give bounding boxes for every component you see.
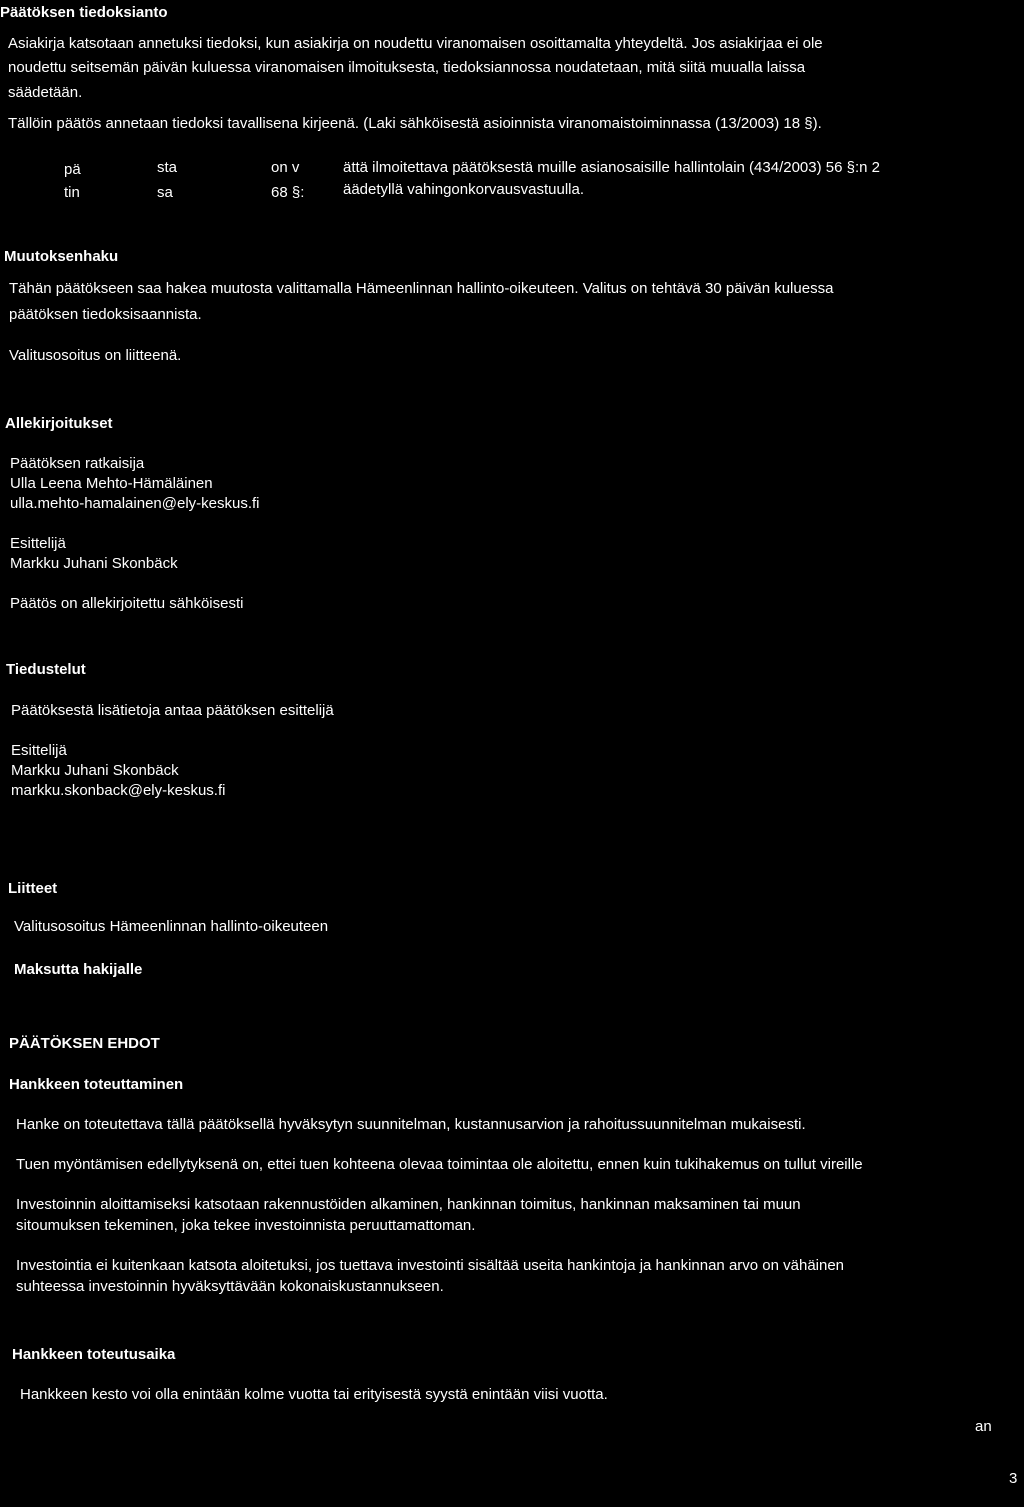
notification-paragraph: Tällöin päätös annetaan tiedoksi tavallisena kirjeenä. (Laki sähköisestä asioinnista viranomaistoiminnassa (13/2003) 18 §). xyxy=(8,115,822,132)
page-number: 3 xyxy=(1009,1470,1018,1487)
decider-name: Ulla Leena Mehto-Hämäläinen xyxy=(10,475,213,492)
condition-paragraph-line: Investointia ei kuitenkaan katsota aloitetuksi, jos tuettava investointi sisältää useita hankintoja ja hankinnan arvo on vähäinen xyxy=(16,1257,845,1274)
decider-role: Päätöksen ratkaisija xyxy=(10,455,145,472)
subheading-implementation: Hankkeen toteuttaminen xyxy=(9,1076,184,1093)
section-heading-appeal: Muutoksenhaku xyxy=(4,248,119,265)
condition-paragraph: Tuen myöntämisen edellytyksenä on, ettei tuen kohteena olevaa toimintaa ole aloitettu, ennen kuin tukihakemus on tullut vireille xyxy=(16,1156,863,1173)
inquiries-name: Markku Juhani Skonbäck xyxy=(11,762,179,779)
appeal-paragraph-line: Tähän päätökseen saa hakea muutosta valittamalla Hämeenlinnan hallinto-oikeuteen. Valitus on tehtävä 30 päivän kuluessa xyxy=(9,280,834,297)
condition-paragraph: Hankkeen kesto voi olla enintään kolme vuotta tai erityisestä syystä enintään viisi vuotta. xyxy=(20,1386,608,1403)
section-heading-inquiries: Tiedustelut xyxy=(6,661,86,678)
text-fragment: on v xyxy=(271,159,300,176)
appeal-paragraph-line: päätöksen tiedoksisaannista. xyxy=(9,306,202,323)
attachment-delivery-note: Maksutta hakijalle xyxy=(14,961,143,978)
presenter-name: Markku Juhani Skonbäck xyxy=(10,555,178,572)
section-heading-conditions: PÄÄTÖKSEN EHDOT xyxy=(9,1035,160,1052)
condition-paragraph-line: Investoinnin aloittamiseksi katsotaan rakennustöiden alkaminen, hankinnan toimitus, hankinnan maksaminen tai muun xyxy=(16,1196,801,1213)
attachment-item: Valitusosoitus Hämeenlinnan hallinto-oikeuteen xyxy=(14,918,329,935)
section-heading-attachments: Liitteet xyxy=(8,880,58,897)
electronic-signature-note: Päätös on allekirjoitettu sähköisesti xyxy=(10,595,244,612)
text-fragment: sa xyxy=(157,184,173,201)
text-fragment: pä xyxy=(64,161,81,178)
margin-fragment: an xyxy=(975,1418,992,1435)
condition-paragraph-line: suhteessa investoinnin hyväksyttävään kokonaiskustannukseen. xyxy=(16,1278,444,1295)
notification-paragraph-line: Asiakirja katsotaan annetuksi tiedoksi, kun asiakirja on noudettu viranomaisen osoittamalta yhteydeltä. Jos asiakirjaa ei ole xyxy=(8,35,823,52)
text-fragment: 68 §: xyxy=(271,184,305,201)
text-fragment: ättä ilmoitettava päätöksestä muille asianosaisille hallintolain (434/2003) 56 §:n 2 xyxy=(343,159,880,176)
section-heading-signatures: Allekirjoitukset xyxy=(5,415,113,432)
condition-paragraph: Hanke on toteutettava tällä päätöksellä hyväksytyn suunnitelman, kustannusarvion ja rahoitussuunnitelman mukaisesti. xyxy=(16,1116,806,1133)
text-fragment: äädetyllä vahingonkorvausvastuulla. xyxy=(343,181,584,198)
text-fragment: tin xyxy=(64,184,80,201)
text-fragment: sta xyxy=(157,159,178,176)
decider-email: ulla.mehto-hamalainen@ely-keskus.fi xyxy=(10,495,260,512)
condition-paragraph-line: sitoumuksen tekeminen, joka tekee investoinnista peruuttamattoman. xyxy=(16,1217,476,1234)
inquiries-role: Esittelijä xyxy=(11,742,67,759)
inquiries-email: markku.skonback@ely-keskus.fi xyxy=(11,782,226,799)
section-heading-notification: Päätöksen tiedoksianto xyxy=(0,4,168,21)
subheading-duration: Hankkeen toteutusaika xyxy=(12,1346,176,1363)
notification-paragraph-line: säädetään. xyxy=(8,84,83,101)
notification-paragraph-line: noudettu seitsemän päivän kuluessa viranomaisen ilmoituksesta, tiedoksiannossa noudatetaan, mitä siitä muualla laissa xyxy=(8,59,806,76)
inquiries-intro: Päätöksestä lisätietoja antaa päätöksen esittelijä xyxy=(11,702,334,719)
appeal-paragraph: Valitusosoitus on liitteenä. xyxy=(9,347,182,364)
presenter-role: Esittelijä xyxy=(10,535,66,552)
